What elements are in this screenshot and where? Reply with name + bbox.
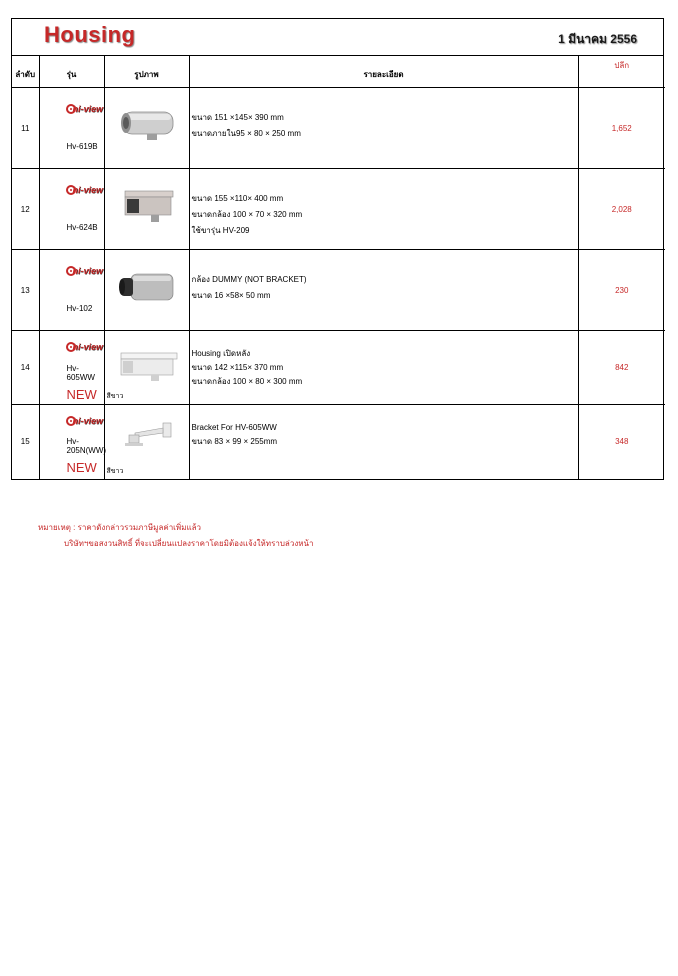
detail-line: ขนาดกล้อง 100 × 70 × 320 mm bbox=[191, 210, 303, 219]
photo-cell bbox=[104, 405, 189, 479]
photo-cell bbox=[104, 331, 189, 405]
table-row bbox=[12, 331, 665, 405]
title-bar bbox=[12, 19, 663, 56]
header-image: รูปภาพ bbox=[104, 56, 189, 88]
row-number: 14 bbox=[12, 331, 39, 405]
price-sheet bbox=[11, 18, 664, 480]
model-cell bbox=[39, 88, 104, 169]
dummy-camera-icon bbox=[117, 268, 177, 308]
photo-cell bbox=[104, 169, 189, 250]
details-cell bbox=[189, 250, 578, 331]
brand-logo: hi-view bbox=[66, 414, 104, 428]
note-price-change: บริษัทฯขอสงวนสิทธิ์ ที่จะเปลี่ยนแปลงราคาโดยมิต้องแจ้งให้ทราบล่วงหน้า bbox=[64, 539, 314, 548]
camera-housing-icon bbox=[117, 106, 177, 146]
header-details: รายละเอียด bbox=[189, 56, 578, 88]
brand-logo: hi-view bbox=[66, 183, 104, 197]
detail-line: Housing เปิดหลัง bbox=[191, 349, 251, 358]
header-model: รุ่น bbox=[39, 56, 104, 88]
brand-logo: hi-view bbox=[66, 340, 104, 354]
detail-line: ขนาด 151 ×145× 390 mm bbox=[191, 113, 284, 122]
table-row bbox=[12, 250, 665, 331]
table-header-row bbox=[12, 56, 665, 88]
detail-line: ขนาด 16 ×58× 50 mm bbox=[191, 291, 271, 300]
row-number: 13 bbox=[12, 250, 39, 331]
details-cell bbox=[189, 169, 578, 250]
new-badge: NEW bbox=[66, 460, 97, 475]
detail-line: ใช้ขารุ่น HV-209 bbox=[191, 226, 250, 235]
price-value: 348 bbox=[578, 405, 665, 479]
brand-logo: hi-view bbox=[66, 264, 104, 278]
details-cell bbox=[189, 331, 578, 405]
white-housing-icon bbox=[115, 347, 179, 387]
page-title: Housing bbox=[44, 22, 136, 47]
price-date: 1 มีนาคม 2556 bbox=[558, 32, 637, 46]
brand-logo: hi-view bbox=[66, 102, 104, 116]
detail-line: กล้อง DUMMY (NOT BRACKET) bbox=[191, 275, 307, 284]
price-value: 230 bbox=[578, 250, 665, 331]
product-table bbox=[12, 56, 665, 479]
price-value: 842 bbox=[578, 331, 665, 405]
price-value: 1,652 bbox=[578, 88, 665, 169]
color-note: สีขาว bbox=[106, 393, 124, 400]
note-vat: หมายเหตุ : ราคาดังกล่าวรวมภาษีมูลค่าเพิ่มแล้ว bbox=[38, 523, 202, 532]
detail-line: ขนาด 155 ×110× 400 mm bbox=[191, 194, 284, 203]
model-code: Hv-619B bbox=[66, 142, 98, 151]
detail-line: ขนาดกล้อง 100 × 80 × 300 mm bbox=[191, 377, 303, 386]
model-cell bbox=[39, 405, 107, 479]
color-note: สีขาว bbox=[106, 467, 124, 475]
model-code: Hv-205N(WW) bbox=[66, 437, 107, 455]
new-badge: NEW bbox=[66, 387, 97, 402]
details-cell bbox=[189, 405, 578, 479]
price-value: 2,028 bbox=[578, 169, 665, 250]
wall-bracket-icon bbox=[117, 419, 177, 459]
row-number: 11 bbox=[12, 88, 39, 169]
table-row bbox=[12, 88, 665, 169]
footnotes bbox=[38, 520, 313, 552]
row-number: 12 bbox=[12, 169, 39, 250]
detail-line: Bracket For HV-605WW bbox=[191, 423, 277, 432]
detail-line: ขนาดภายใน95 × 80 × 250 mm bbox=[191, 129, 301, 138]
photo-cell bbox=[104, 88, 189, 169]
header-no: ลำดับ bbox=[12, 56, 39, 88]
model-cell bbox=[39, 331, 104, 405]
row-number: 15 bbox=[12, 405, 39, 479]
model-code: Hv-605WW bbox=[66, 364, 95, 382]
table-row bbox=[12, 169, 665, 250]
model-cell bbox=[39, 169, 104, 250]
table-row bbox=[12, 405, 665, 479]
model-code: Hv-624B bbox=[66, 223, 98, 232]
photo-cell bbox=[104, 250, 189, 331]
camera-housing-hood-icon bbox=[117, 187, 177, 227]
model-cell bbox=[39, 250, 104, 331]
model-code: Hv-102 bbox=[66, 304, 93, 313]
header-price: ปลีก bbox=[578, 56, 665, 88]
detail-line: ขนาด 142 ×115× 370 mm bbox=[191, 363, 284, 372]
details-cell bbox=[189, 88, 578, 169]
detail-line: ขนาด 83 × 99 × 255mm bbox=[191, 437, 278, 446]
